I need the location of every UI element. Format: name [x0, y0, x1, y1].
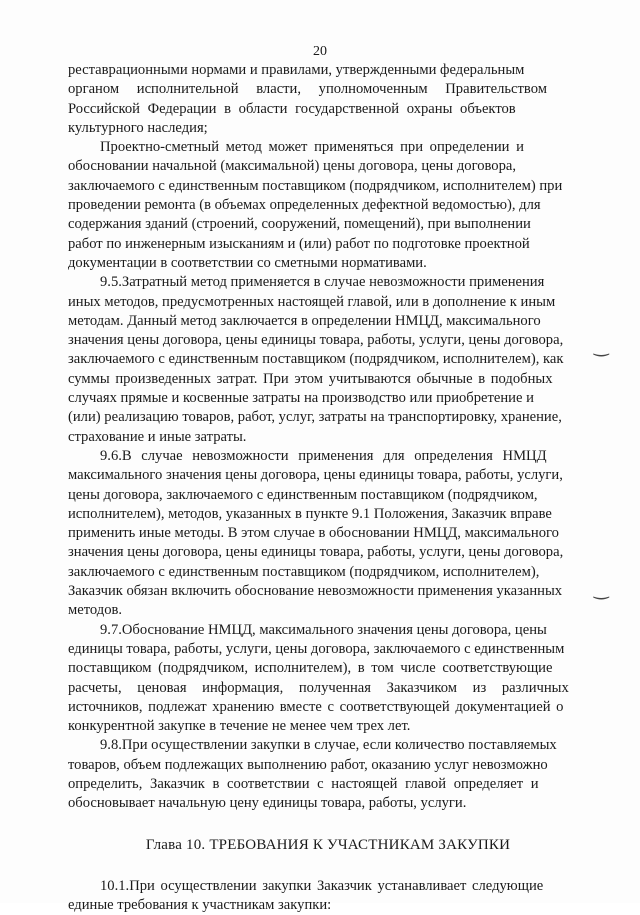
paragraph-start: 9.7.Обоснование НМЦД, максимального значения цены договора, цены	[100, 621, 547, 638]
paragraph-start: 9.5.Затратный метод применяется в случае невозможности применения	[100, 274, 545, 291]
paragraph-start: 9.8.При осуществлении закупки в случае, если количество поставляемых	[100, 737, 557, 754]
text-line: работ по инженерным изысканиям и (или) работ по подготовке проектной	[68, 235, 530, 252]
text-line: единицы товара, работы, услуги, цены договора, заключаемого с единственным	[68, 640, 565, 657]
text-line: исполнителем), методов, указанных в пункте 9.1 Положения, Заказчик вправе	[68, 505, 552, 522]
document-body	[68, 61, 588, 915]
text-line: цены договора, заключаемого с единственным поставщиком (подрядчиком,	[68, 486, 538, 503]
text-line: заключаемого с единственным поставщиком (подрядчиком, исполнителем),	[68, 563, 540, 580]
text-line: единые требования к участникам закупки:	[68, 897, 332, 914]
text-line: документации в соответствии со сметными нормативами.	[68, 254, 427, 271]
text-line: содержания зданий (строений, сооружений, помещений), при выполнении	[68, 216, 531, 233]
text-line: проведении ремонта (в объемах определенных дефектной ведомостью), для	[68, 197, 541, 214]
text-line: определить, Заказчик в соответствии с настоящей главой определяет и	[68, 775, 539, 792]
text-line: суммы произведенных затрат. При этом учитываются обычные в подобных	[68, 370, 553, 387]
text-line: значения цены договора, цены единицы товара, работы, услуги, цены договора,	[68, 544, 564, 561]
text-line: максимального значения цены договора, цены единицы товара, работы, услуги,	[68, 467, 563, 484]
text-line: иных методов, предусмотренных настоящей главой, или в дополнение к иным	[68, 293, 556, 310]
page-number: 20	[313, 44, 327, 59]
margin-mark: ‿	[594, 336, 609, 356]
paragraph-start: 10.1.При осуществлении закупки Заказчик устанавливает следующие	[100, 877, 544, 894]
text-line: Заказчик обязан включить обоснование невозможности применения указанных	[68, 583, 563, 600]
text-line: (или) реализацию товаров, работ, услуг, затраты на транспортировку, хранение,	[68, 409, 562, 426]
text-line: применить иные методы. В этом случае в обосновании НМЦД, максимального	[68, 525, 559, 542]
text-line: товаров, объем подлежащих выполнению работ, оказанию услуг невозможно	[68, 756, 548, 773]
text-line: обосновании начальной (максимальной) цены договора, цены договора,	[68, 158, 517, 175]
text-line: обосновывает начальную цену единицы товара, работы, услуги.	[68, 795, 467, 812]
text-line: заключаемого с единственным поставщиком (подрядчиком, исполнителем), как	[68, 351, 564, 368]
paragraph-start: 9.6.В случае невозможности применения для определения НМЦД	[100, 447, 547, 464]
text-line: культурного наследия;	[68, 119, 208, 136]
margin-mark: ‿	[594, 579, 609, 599]
text-line: случаях прямые и косвенные затраты на производство или приобретение и	[68, 390, 534, 407]
text-line: Российской Федерации в области государственной охраны объектов	[68, 100, 516, 117]
text-line: конкурентной закупке в течение не менее чем трех лет.	[68, 718, 411, 735]
text-line: страхование и иные затраты.	[68, 428, 247, 445]
chapter-heading: Глава 10. ТРЕБОВАНИЯ К УЧАСТНИКАМ ЗАКУПКИ	[145, 836, 511, 853]
text-line: значения цены договора, цены единицы товара, работы, услуги, цены договора,	[68, 332, 564, 349]
text-line: реставрационными нормами и правилами, утвержденными федеральным	[68, 62, 525, 78]
text-line: источников, подлежат хранению вместе с соответствующей документацией о	[68, 698, 564, 715]
paragraph-start: Проектно-сметный метод может применяться при определении и	[100, 139, 524, 156]
text-line: органом исполнительной власти, уполномоченным Правительством	[68, 81, 547, 98]
text-line: заключаемого с единственным поставщиком (подрядчиком, исполнителем) при	[68, 177, 563, 194]
text-line: расчеты, ценовая информация, полученная Заказчиком из различных	[68, 679, 569, 696]
text-line: поставщиком (подрядчиком, исполнителем), в том числе соответствующие	[68, 660, 553, 677]
text-line: методам. Данный метод заключается в определении НМЦД, максимального	[68, 312, 541, 329]
text-line: методов.	[68, 602, 123, 619]
